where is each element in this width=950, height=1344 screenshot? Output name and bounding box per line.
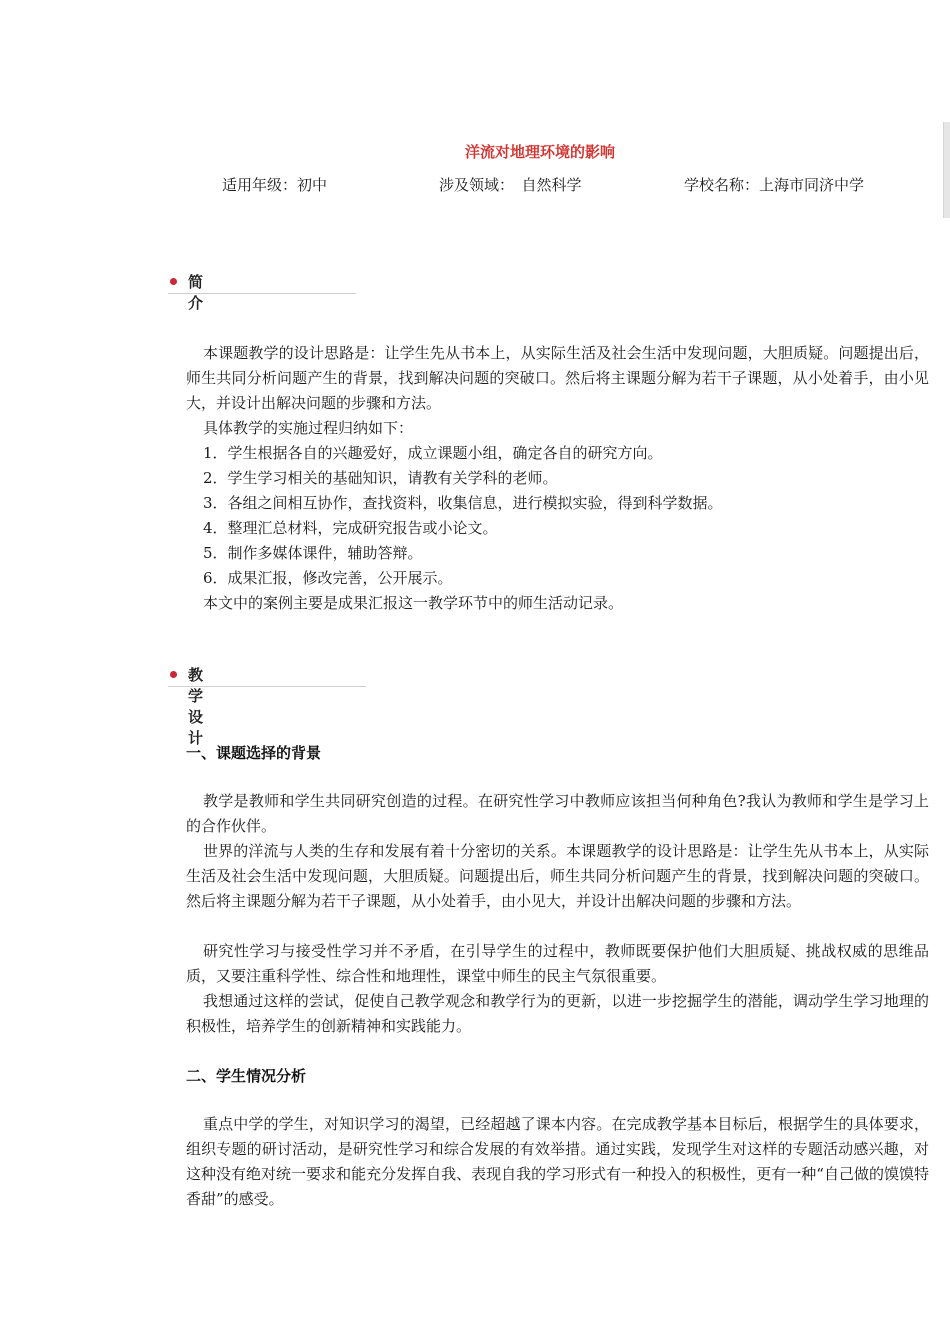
body-paragraph: 重点中学的学生，对知识学习的渴望，已经超越了课本内容。在完成教学基本目标后，根据学生的具体要求，组织专题的研讨活动，是研究性学习和综合发展的有效举措。通过实践，发现学生对这样的专题活动感兴趣，对这种没有绝对统一要求和能充分发挥自我、表现自我的学习形式有一种投入的积极性，更有一种“自己做的馍馍特香甜”的感受。 xyxy=(186,1115,929,1208)
subsection-heading: 一、课题选择的背景 xyxy=(186,744,322,762)
body-paragraph: 我想通过这样的尝试，促使自己教学观念和教学行为的更新，以进一步挖掘学生的潜能，调动学生学习地理的积极性，培养学生的创新精神和实践能力。 xyxy=(186,992,929,1035)
scrollbar-edge[interactable] xyxy=(943,122,950,218)
list-item: 2．学生学习相关的基础知识，请教有关学科的老师。 xyxy=(203,469,558,487)
body-paragraph: 教学是教师和学生共同研究创造的过程。在研究性学习中教师应该担当何种角色?我认为教师和学生是学习上的合作伙伴。 xyxy=(186,792,929,835)
section-divider xyxy=(168,686,366,687)
subsection-heading: 二、学生情况分析 xyxy=(186,1067,307,1085)
intro-paragraph: 本课题教学的设计思路是：让学生先从书本上，从实际生活及社会生活中发现问题，大胆质疑。问题提出后，师生共同分析问题产生的背景，找到解决问题的突破口。然后将主课题分解为若干子课题，从小处着手，由小见大，并设计出解决问题的步骤和方法。 xyxy=(186,344,929,412)
section-label: 简介 xyxy=(188,273,204,312)
list-item: 3．各组之间相互协作，查找资料，收集信息，进行模拟实验，得到科学数据。 xyxy=(203,494,723,512)
section-divider xyxy=(168,293,356,294)
meta-grade: 适用年级：初中 xyxy=(222,176,328,194)
body-paragraph: 世界的洋流与人类的生存和发展有着十分密切的关系。本课题教学的设计思路是：让学生先从书本上，从实际生活及社会生活中发现问题，大胆质疑。问题提出后，师生共同分析问题产生的背景，找到解决问题的突破口。然后将主课题分解为若干子课题，从小处着手，由小见大，并设计出解决问题的步骤和方法。 xyxy=(186,842,929,910)
list-item: 5．制作多媒体课件，辅助答辩。 xyxy=(203,544,423,562)
intro-closing: 本文中的案例主要是成果汇报这一教学环节中的师生活动记录。 xyxy=(203,594,624,612)
list-item: 4．整理汇总材料，完成研究报告或小论文。 xyxy=(203,519,498,537)
meta-school: 学校名称：上海市同济中学 xyxy=(684,176,865,194)
list-item: 6．成果汇报，修改完善，公开展示。 xyxy=(203,569,453,587)
meta-field: 涉及领域： 自然科学 xyxy=(439,176,582,194)
section-label: 教学设计 xyxy=(188,666,204,747)
page-title: 洋流对地理环境的影响 xyxy=(464,143,615,161)
list-item: 1．学生根据各自的兴趣爱好，成立课题小组，确定各自的研究方向。 xyxy=(203,444,663,462)
meta-row xyxy=(0,174,950,194)
bullet-dot-icon xyxy=(170,278,177,285)
body-paragraph: 研究性学习与接受性学习并不矛盾，在引导学生的过程中，教师既要保护他们大胆质疑、挑战权威的思维品质，又要注重科学性、综合性和地理性，课堂中师生的民主气氛很重要。 xyxy=(186,942,929,985)
process-intro: 具体教学的实施过程归纳如下： xyxy=(203,419,414,437)
bullet-dot-icon xyxy=(170,671,177,678)
